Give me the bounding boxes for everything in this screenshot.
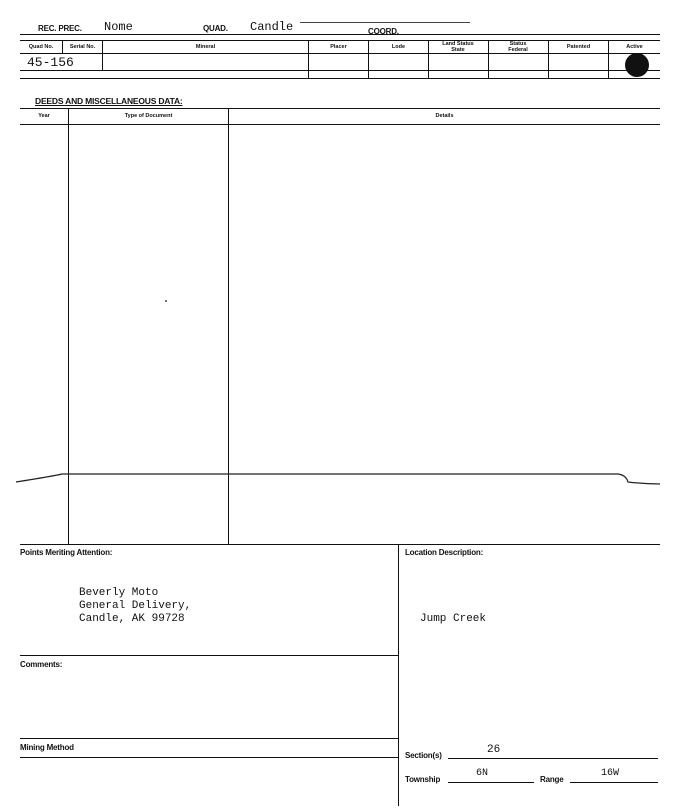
range-value[interactable]: 16W (601, 768, 620, 779)
col-status-federal: Status Federal (508, 41, 528, 53)
col-lode: Lode (391, 44, 406, 50)
col-quad-no: Quad No. (28, 44, 54, 50)
bottom-grid-top (20, 544, 660, 545)
claim-table-header-rule (20, 53, 660, 54)
header-top-line (300, 22, 470, 23)
pma-line: General Delivery, (79, 600, 192, 612)
township-value[interactable]: 6N (476, 768, 489, 779)
rec-prec-label: REC. PREC. (38, 24, 82, 33)
section-label: Section(s) (405, 751, 442, 760)
deeds-table-top (20, 108, 660, 109)
claim-table-bottom (20, 78, 660, 79)
quad-serial-value[interactable]: 45-156 (27, 55, 74, 70)
range-label: Range (540, 775, 564, 784)
deeds-col-details: Details (435, 113, 454, 119)
location-description-value[interactable]: Jump Creek (420, 613, 487, 625)
rec-prec-value[interactable]: Nome (104, 20, 133, 34)
deeds-table-header-rule (20, 124, 660, 125)
stray-mark (165, 300, 167, 302)
coord-label: COORD. (368, 27, 399, 36)
active-marker-dot[interactable] (625, 53, 649, 77)
deeds-section-title: DEEDS AND MISCELLANEOUS DATA: (35, 96, 183, 106)
header-underline (20, 34, 660, 35)
pma-line: Beverly Moto (79, 587, 159, 599)
quad-label: QUAD. (203, 24, 228, 33)
comments-label: Comments: (20, 660, 63, 669)
township-label: Township (405, 775, 441, 784)
points-meriting-attention-label: Points Meriting Attention: (20, 548, 113, 557)
col-mineral: Mineral (195, 44, 216, 50)
col-land-status-state: Land Status State (442, 41, 474, 53)
claim-table-divider (428, 40, 429, 78)
deeds-col-year: Year (38, 113, 50, 119)
location-description-label: Location Description: (405, 548, 484, 557)
claim-table-top (20, 40, 660, 41)
mining-method-underline (20, 757, 398, 758)
quad-value[interactable]: Candle (250, 20, 294, 34)
section-value[interactable]: 26 (487, 744, 501, 756)
mining-method-label: Mining Method (20, 743, 74, 752)
col-patented: Patented (566, 44, 591, 50)
col-placer: Placer (330, 44, 347, 50)
claim-table-divider (488, 40, 489, 78)
pma-line: Candle, AK 99728 (79, 613, 185, 625)
points-meriting-attention-text[interactable] (79, 587, 191, 626)
col-active: Active (626, 44, 643, 50)
col-serial-no: Serial No. (69, 44, 96, 50)
fold-line (14, 470, 660, 490)
section-underline (448, 758, 658, 759)
deeds-col-type: Type of Document (124, 113, 173, 119)
range-underline (570, 782, 658, 783)
mining-method-rule (20, 738, 398, 739)
claim-table-row-rule (20, 70, 660, 71)
comments-rule (20, 655, 398, 656)
township-underline (448, 782, 534, 783)
bottom-grid-center-divider (398, 544, 399, 806)
